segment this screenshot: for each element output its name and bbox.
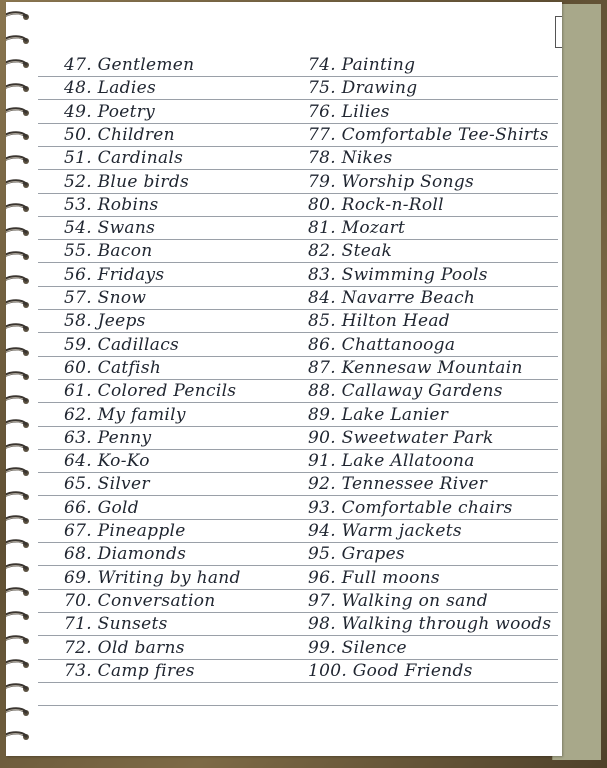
ruled-line: [38, 262, 558, 263]
ruled-line: [38, 76, 558, 77]
spiral-coil-icon: [6, 610, 34, 624]
spiral-coil-icon: [6, 322, 34, 336]
list-item: 60. Catfish: [64, 357, 162, 378]
list-item: 85. Hilton Head: [308, 311, 450, 332]
list-item: 70. Conversation: [64, 590, 216, 611]
list-item: 93. Comfortable chairs: [308, 497, 513, 518]
list-item: 47. Gentlemen: [64, 55, 195, 75]
spiral-coil-icon: [6, 298, 34, 312]
spiral-coil-icon: [6, 586, 34, 600]
list-item: 94. Warm jackets: [308, 521, 462, 541]
spiral-coil-icon: [6, 58, 34, 72]
spiral-coil-icon: [6, 682, 34, 696]
list-item: 87. Kennesaw Mountain: [308, 357, 523, 378]
list-item: 62. My family: [64, 404, 186, 425]
list-item: 89. Lake Lanier: [308, 404, 449, 425]
spiral-coil-icon: [6, 226, 34, 240]
list-item: 82. Steak: [308, 241, 393, 262]
list-item: 53. Robins: [64, 194, 159, 215]
list-item: 71. Sunsets: [64, 614, 168, 635]
list-item: 50. Children: [64, 124, 175, 145]
list-item: 54. Swans: [64, 218, 156, 239]
spiral-coil-icon: [6, 250, 34, 264]
ruled-line: [38, 123, 558, 124]
spiral-coil-icon: [6, 658, 34, 672]
spiral-coil-icon: [6, 466, 34, 480]
ruled-line: [38, 659, 558, 660]
ruled-line: [38, 309, 558, 310]
list-item: 98. Walking through woods: [308, 614, 552, 635]
list-item: 86. Chattanooga: [308, 334, 456, 355]
ruled-line: [38, 286, 558, 287]
spiral-coil-icon: [6, 514, 34, 528]
list-item: 68. Diamonds: [64, 544, 187, 565]
list-item: 100. Good Friends: [308, 660, 473, 681]
spiral-coil-icon: [6, 178, 34, 192]
ruled-line: [38, 216, 558, 217]
list-item: 75. Drawing: [308, 78, 418, 99]
ruled-line: [38, 402, 558, 403]
ruled-line: [38, 239, 558, 240]
list-item: 99. Silence: [308, 637, 407, 658]
ruled-line: [38, 449, 558, 450]
list-item: 59. Cadillacs: [64, 334, 180, 355]
ruled-line: [38, 332, 558, 333]
list-item: 72. Old barns: [64, 637, 185, 658]
list-item: 78. Nikes: [308, 148, 393, 169]
ruled-line: [38, 495, 558, 496]
ruled-line: [38, 682, 558, 683]
spiral-coil-icon: [6, 394, 34, 408]
spiral-coil-icon: [6, 706, 34, 720]
list-item: 66. Gold: [64, 497, 139, 518]
spiral-coil-icon: [6, 274, 34, 288]
list-item: 80. Rock-n-Roll: [308, 194, 444, 215]
list-item: 76. Lilies: [308, 101, 390, 122]
ruled-line: [38, 472, 558, 473]
list-item: 92. Tennessee River: [308, 474, 488, 495]
list-item: 55. Bacon: [64, 241, 153, 262]
notebook-page: [6, 2, 562, 756]
list-item: 97. Walking on sand: [308, 590, 488, 611]
list-item: 74. Painting: [308, 55, 416, 75]
spiral-coil-icon: [6, 82, 34, 96]
spiral-coil-icon: [6, 154, 34, 168]
ruled-line: [38, 705, 558, 706]
ruled-line: [38, 193, 558, 194]
list-item: 48. Ladies: [64, 78, 156, 99]
list-item: 65. Silver: [64, 474, 150, 495]
spiral-coil-icon: [6, 346, 34, 360]
ruled-line: [38, 519, 558, 520]
ruled-line: [38, 635, 558, 636]
list-item: 84. Navarre Beach: [308, 288, 476, 308]
list-item: 96. Full moons: [308, 567, 440, 588]
spiral-coil-icon: [6, 106, 34, 120]
ruled-line: [38, 589, 558, 590]
spiral-coil-icon: [6, 202, 34, 216]
ruled-line: [38, 169, 558, 170]
ruled-line: [38, 379, 558, 380]
list-item: 90. Sweetwater Park: [308, 427, 494, 448]
list-item: 51. Cardinals: [64, 148, 184, 169]
list-item: 58. Jeeps: [64, 311, 146, 332]
spiral-coil-icon: [6, 538, 34, 552]
list-item: 91. Lake Allatoona: [308, 451, 475, 472]
spiral-coil-icon: [6, 34, 34, 48]
spiral-coil-icon: [6, 730, 34, 744]
list-item: 69. Writing by hand: [64, 567, 241, 588]
ruled-line: [38, 565, 558, 566]
spiral-coil-icon: [6, 562, 34, 576]
ruled-line: [38, 99, 558, 100]
list-item: 88. Callaway Gardens: [308, 381, 503, 402]
ruled-line: [38, 356, 558, 357]
ruled-line: [38, 612, 558, 613]
list-item: 49. Poetry: [64, 101, 156, 122]
list-item: 61. Colored Pencils: [64, 381, 237, 402]
list-item: 73. Camp fires: [64, 660, 195, 681]
spiral-coil-icon: [6, 370, 34, 384]
list-item: 63. Penny: [64, 427, 152, 448]
spiral-coil-icon: [6, 10, 34, 24]
spiral-coil-icon: [6, 418, 34, 432]
spiral-coil-icon: [6, 130, 34, 144]
spiral-coil-icon: [6, 442, 34, 456]
list-item: 77. Comfortable Tee-Shirts: [308, 124, 549, 145]
list-item: 56. Fridays: [64, 264, 165, 285]
page-corner-tab: [555, 16, 562, 48]
spiral-coil-icon: [6, 490, 34, 504]
list-item: 52. Blue birds: [64, 171, 190, 192]
spiral-coil-icon: [6, 634, 34, 648]
ruled-line: [38, 146, 558, 147]
list-item: 57. Snow: [64, 288, 147, 308]
list-item: 81. Mozart: [308, 218, 406, 239]
list-item: 64. Ko-Ko: [64, 451, 150, 472]
list-item: 67. Pineapple: [64, 521, 186, 541]
list-item: 95. Grapes: [308, 544, 405, 565]
list-item: 83. Swimming Pools: [308, 264, 488, 285]
ruled-line: [38, 426, 558, 427]
ruled-line: [38, 542, 558, 543]
list-item: 79. Worship Songs: [308, 171, 475, 192]
